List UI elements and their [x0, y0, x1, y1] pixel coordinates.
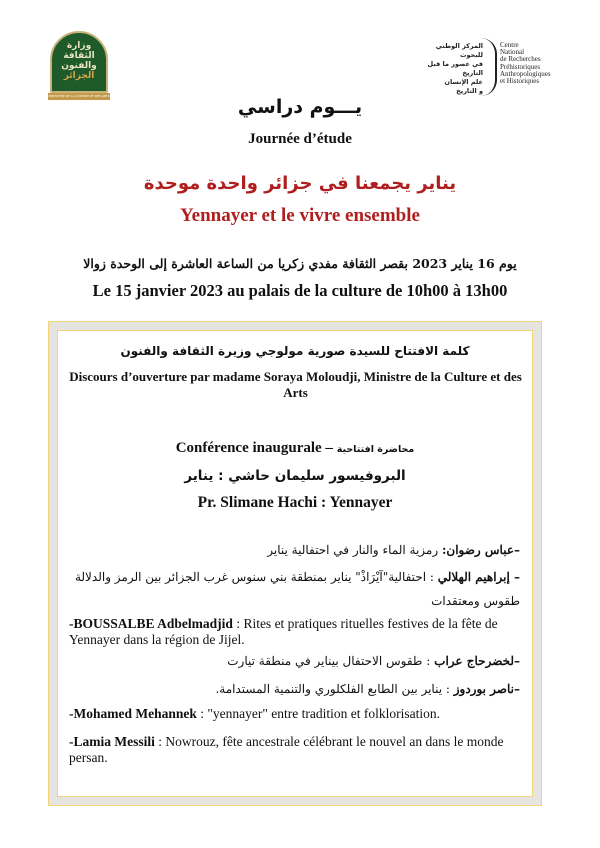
- talk-topic: : Rites et pratiques rituelles festives de la fête de Yennayer dans la région de Jijel.: [69, 616, 498, 647]
- program-item: [69, 734, 524, 766]
- talk-topic: : احتفالية"آيْرَاذْ" يناير بمنطقة بني سنوس غرب الجزائر بين الرمز والدلالة: [74, 570, 438, 584]
- program-item: [70, 538, 520, 563]
- logo-line: و التاريخ: [456, 87, 483, 95]
- talk-topic: : Nowrouz, fête ancestrale célébrant le nouvel an dans le monde persan.: [69, 734, 504, 765]
- talk-topic: : يناير بين الطابع الفلكلوري والتنمية المستدامة.: [215, 682, 454, 696]
- logo-line: et Historiques: [500, 77, 540, 86]
- professor-french: Pr. Slimane Hachi : Yennayer: [197, 494, 393, 511]
- opening-arabic: كلمة الافتتاح للسيدة صورية مولوجي وزيرة الثقافة والفنون: [120, 344, 470, 358]
- conference-arabic: محاضرة افتتاحية: [336, 444, 415, 455]
- talk-topic: : طقوس الاحتفال بيناير في منطقة تيارت: [227, 654, 435, 668]
- talk-topic: رمزية الماء والنار في احتفالية يناير: [267, 543, 442, 557]
- program-item: [70, 677, 520, 702]
- speaker-name: –عباس رضوان:: [441, 543, 520, 557]
- cnrpah-arabic: [425, 42, 483, 96]
- speaker-name: –ناصر بوردوز: [453, 682, 520, 696]
- logo-line: Centre: [500, 41, 519, 49]
- logo-line: Préhistoriques: [500, 62, 541, 71]
- logo-line: في عصور ما قبل التاريخ: [427, 60, 483, 77]
- program-item-continuation: طقوس ومعتقدات: [431, 594, 520, 608]
- logo-line: Anthropologiques: [500, 69, 551, 78]
- logo-line: المركز الوطني: [435, 42, 483, 50]
- date-arabic: يوم 16 يناير 2023 بقصر الثقافة مفدي زكريا من الساعة العاشرة إلى الوحدة زوالا: [83, 256, 517, 271]
- title-french: Journée d’étude: [248, 131, 352, 147]
- program-item: [69, 616, 524, 648]
- title-arabic: يـــوم دراسي: [237, 96, 363, 118]
- program-frame: [48, 321, 542, 806]
- program-item: [70, 565, 520, 590]
- logo-line: علم الإنسان: [444, 78, 483, 86]
- logo-line: الثقافة: [63, 51, 95, 61]
- opening-french: Discours d’ouverture par madame Soraya Moloudji, Ministre de la Culture et des Arts: [69, 369, 522, 400]
- speaker-name: -BOUSSALBE Adbelmadjid: [69, 616, 233, 631]
- professor-arabic: البروفيسور سليمان حاشي : يناير: [184, 468, 406, 484]
- speaker-name: -Mohamed Mehannek: [69, 706, 197, 721]
- logo-text: [56, 41, 102, 81]
- theme-arabic: يناير يجمعنا في جزائر واحدة موحدة: [143, 173, 457, 194]
- logo-arc: [481, 38, 497, 96]
- theme-french: Yennayer et le vivre ensemble: [180, 205, 420, 226]
- cnrpah-french: [500, 42, 590, 85]
- program-box: [57, 330, 533, 797]
- talk-topic: : "yennayer" entre tradition et folklorisation.: [196, 706, 440, 721]
- logo-line: وزارة: [66, 41, 92, 51]
- ministry-logo: [48, 31, 110, 101]
- logo-line: National: [500, 48, 525, 57]
- cnrpah-logo: [425, 41, 585, 95]
- speaker-name: –لخضرحاج عراب: [434, 654, 520, 668]
- conference-french: Conférence inaugurale –: [175, 440, 333, 456]
- logo-band: MINISTERE DE LA CULTURE ET DES ARTS: [48, 94, 110, 98]
- program-item: [69, 706, 524, 722]
- logo-line: de Recherches: [500, 55, 541, 64]
- logo-line: للبحوث: [459, 51, 483, 59]
- program-item: [70, 649, 520, 674]
- conference-heading: [58, 440, 532, 457]
- date-french: Le 15 janvier 2023 au palais de la culture de 10h00 à 13h00: [92, 281, 508, 300]
- speaker-name: – إبراهيم الهلالي: [437, 570, 520, 584]
- speaker-name: -Lamia Messili: [69, 734, 155, 749]
- logo-line: والفنون: [61, 61, 97, 71]
- logo-line: الجزائر: [63, 71, 95, 81]
